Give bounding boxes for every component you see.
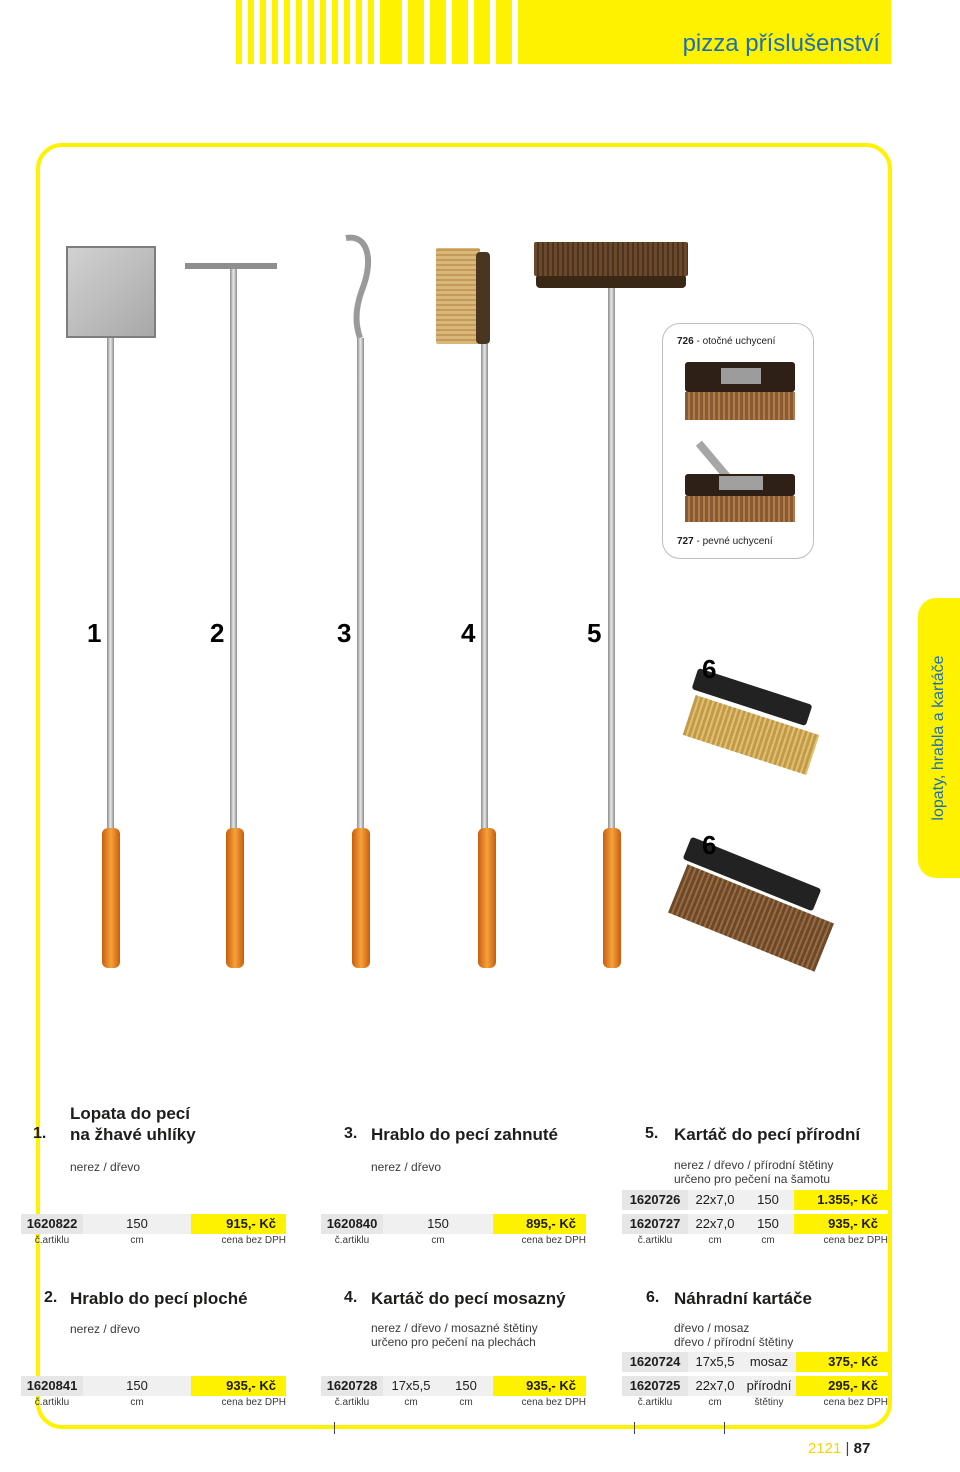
size-value: 22x7,0 (688, 1214, 742, 1234)
product-4-desc-line2: určeno pro pečení na plechách (371, 1335, 536, 1349)
price-value: 915,- Kč (191, 1214, 286, 1234)
product-2-labels: č.artiklu cm cena bez DPH (34, 1397, 286, 1408)
attachment-callout (662, 323, 814, 559)
callout-bottom-label: - pevné uchycení (693, 536, 773, 547)
header-stripes-wide (386, 0, 526, 64)
product-4-row[interactable] (321, 1376, 586, 1396)
material-value: přírodní (742, 1376, 796, 1396)
image-number-6a: 6 (702, 654, 717, 684)
product-6-number: 6. (646, 1289, 660, 1306)
product-1-number: 1. (33, 1125, 47, 1142)
product-4-title: Kartáč do pecí mosazný (371, 1289, 566, 1308)
size-value: 22x7,0 (688, 1190, 742, 1210)
product-2-desc: nerez / dřevo (70, 1322, 141, 1336)
price-value: 935,- Kč (493, 1376, 586, 1396)
article-number: 1620726 (622, 1190, 688, 1210)
size-value: 17x5,5 (688, 1352, 742, 1372)
current-page: 87 (853, 1440, 871, 1457)
length-value: 150 (83, 1214, 191, 1234)
article-number: 1620727 (622, 1214, 688, 1234)
product-5-row-1[interactable] (622, 1190, 888, 1210)
header-stripes (236, 0, 386, 64)
page-number: 2121 | 87 (808, 1440, 871, 1457)
product-5-desc-line1: nerez / dřevo / přírodní štětiny (674, 1158, 834, 1172)
product-6-desc-line1: dřevo / mosaz (674, 1321, 750, 1335)
price-value: 935,- Kč (794, 1214, 888, 1234)
product-1-labels: č.artiklu cm cena bez DPH (34, 1235, 286, 1246)
side-tab[interactable] (918, 598, 960, 878)
product-2-row[interactable] (21, 1376, 286, 1396)
length-value: 150 (83, 1376, 191, 1396)
price-value: 1.355,- Kč (794, 1190, 888, 1210)
article-number: 1620725 (622, 1376, 688, 1396)
size-value: 22x7,0 (688, 1376, 742, 1396)
image-number-6b: 6 (702, 830, 717, 860)
footer-tick (724, 1422, 725, 1434)
product-3-desc: nerez / dřevo (371, 1160, 442, 1174)
product-3-title: Hrablo do pecí zahnuté (371, 1125, 559, 1144)
footer-tick (634, 1422, 635, 1434)
product-4-desc-line1: nerez / dřevo / mosazné štětiny (371, 1321, 538, 1335)
article-number: 1620841 (21, 1376, 83, 1396)
product-4-labels: č.artiklu cm cm cena bez DPH (334, 1397, 586, 1408)
product-3-number: 3. (344, 1125, 358, 1142)
length-value: 150 (742, 1190, 794, 1210)
callout-bottom-code: 727 (677, 536, 694, 547)
image-number-1: 1 (87, 618, 102, 648)
article-number: 1620840 (321, 1214, 383, 1234)
page-title: pizza příslušenství (682, 30, 880, 57)
article-number: 1620724 (622, 1352, 688, 1372)
product-4-number: 4. (344, 1289, 358, 1306)
image-number-4: 4 (461, 618, 476, 648)
article-number: 1620728 (321, 1376, 383, 1396)
product-1-title-line1: Lopata do pecí (70, 1104, 190, 1123)
price-value: 895,- Kč (493, 1214, 586, 1234)
size-value: 17x5,5 (383, 1376, 439, 1396)
product-6-labels: č.artiklu cm štětiny cena bez DPH (637, 1397, 888, 1408)
product-2-title: Hrablo do pecí ploché (70, 1289, 248, 1308)
product-3-labels: č.artiklu cm cena bez DPH (334, 1235, 586, 1246)
product-5-title: Kartáč do pecí přírodní (674, 1125, 861, 1144)
length-value: 150 (383, 1214, 493, 1234)
product-6-title: Náhradní kartáče (674, 1289, 812, 1308)
product-1-desc: nerez / dřevo (70, 1160, 141, 1174)
product-1-title-line2: na žhavé uhlíky (70, 1125, 196, 1144)
product-5-labels: č.artiklu cm cm cena bez DPH (637, 1235, 888, 1246)
callout-top-label: - otočné uchycení (693, 336, 776, 347)
product-6-row-1[interactable] (622, 1352, 888, 1372)
side-tab-label: lopaty, hrabla a kartáče (930, 655, 947, 821)
swivel-brush-image (685, 358, 795, 428)
product-6-desc-line2: dřevo / přírodní štětiny (674, 1335, 794, 1349)
product-5-row-2[interactable] (622, 1214, 888, 1234)
price-value: 935,- Kč (191, 1376, 286, 1396)
image-number-3: 3 (337, 618, 352, 648)
article-number: 1620822 (21, 1214, 83, 1234)
product-5-desc-line2: určeno pro pečení na šamotu (674, 1172, 831, 1186)
callout-top-code: 726 (677, 336, 694, 347)
image-number-5: 5 (587, 618, 602, 648)
product-3-row[interactable] (321, 1214, 586, 1234)
price-value: 375,- Kč (796, 1352, 888, 1372)
price-value: 295,- Kč (796, 1376, 888, 1396)
length-value: 150 (742, 1214, 794, 1234)
image-number-2: 2 (210, 618, 225, 648)
footer-tick (334, 1422, 335, 1434)
material-value: mosaz (742, 1352, 796, 1372)
fixed-brush-image (685, 438, 795, 524)
product-6-row-2[interactable] (622, 1376, 888, 1396)
length-value: 150 (439, 1376, 493, 1396)
product-5-number: 5. (645, 1125, 659, 1142)
product-2-number: 2. (44, 1289, 58, 1306)
product-1-row[interactable] (21, 1214, 286, 1234)
page-range: 2121 (808, 1440, 842, 1457)
